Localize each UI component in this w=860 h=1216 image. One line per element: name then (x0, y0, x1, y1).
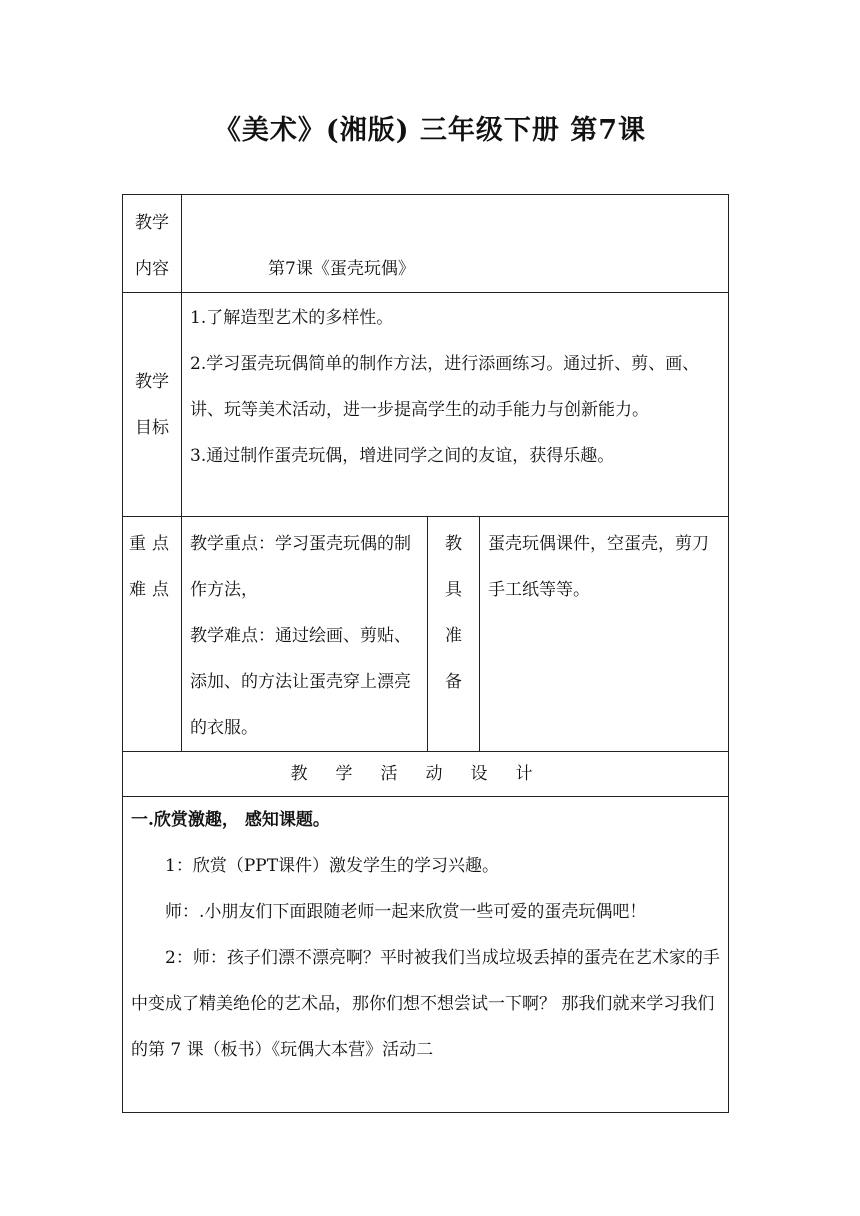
objectives-label-line2: 目标 (135, 417, 169, 438)
lesson-plan-table (122, 194, 729, 1113)
activity-heading: 一.欣赏激趣， 感知课题。 (131, 810, 330, 830)
objective-item: 2.学习蛋壳玩偶简单的制作方法，进行添画练习。通过折、剪、画、讲、玩等美术活动，进一步提高学生的动手能力与创新能力。 (190, 354, 700, 420)
activity-paragraph: 1：欣赏（PPT课件）激发学生的学习兴趣。 (165, 856, 500, 876)
key-points-label-line1: 重点 (129, 534, 175, 554)
tools-label (428, 517, 480, 752)
tools-cell (480, 517, 729, 752)
content-label (123, 195, 182, 293)
content-row (123, 195, 729, 293)
objective-item: 3.通过制作蛋壳玩偶，增进同学之间的友谊，获得乐趣。 (190, 446, 615, 466)
teaching-focus: 教学重点：学习蛋壳玩偶的制作方法， (190, 534, 411, 600)
key-points-row (123, 517, 729, 752)
objectives-label (123, 293, 182, 517)
key-points-label-line2: 难点 (129, 580, 175, 600)
tools-text: 蛋壳玩偶课件，空蛋壳，剪刀手工纸等等。 (488, 534, 709, 600)
activity-header-row (123, 752, 729, 797)
activity-paragraph: 师：.小朋友们下面跟随老师一起来欣赏一些可爱的蛋壳玩偶吧！ (165, 902, 647, 922)
activity-header: 教学活动设计 (123, 752, 729, 797)
tools-label-char: 具 (445, 580, 462, 600)
key-points-label (123, 517, 182, 752)
tools-label-char: 备 (445, 672, 462, 692)
activity-paragraph: 2：师：孩子们漂不漂亮啊？平时被我们当成垃圾丢掉的蛋壳在艺术家的手中变成了精美绝伦的艺术品，那你们想不想尝试一下啊？ 那我们就来学习我们的第 7 课（板书）《玩偶大本营》活动二 (131, 948, 720, 1060)
objective-item: 1.了解造型艺术的多样性。 (190, 308, 394, 328)
tools-label-char: 教 (445, 534, 462, 554)
activity-row (123, 797, 729, 1113)
lesson-name: 第7课《蛋壳玩偶》 (268, 259, 415, 279)
content-cell (182, 195, 729, 293)
page-title: 《美术》(湘版) 三年级下册 第7课 (213, 115, 647, 146)
activity-cell (123, 797, 729, 1113)
key-points-cell (182, 517, 428, 752)
teaching-difficulty: 教学难点：通过绘画、剪贴、添加、的方法让蛋壳穿上漂亮的衣服。 (190, 626, 411, 738)
objectives-cell (182, 293, 729, 517)
objectives-label-line1: 教学 (135, 371, 169, 392)
content-label-line1: 教学 (135, 213, 169, 233)
objectives-row (123, 293, 729, 517)
content-label-line2: 内容 (135, 259, 169, 279)
tools-label-char: 准 (445, 626, 462, 646)
